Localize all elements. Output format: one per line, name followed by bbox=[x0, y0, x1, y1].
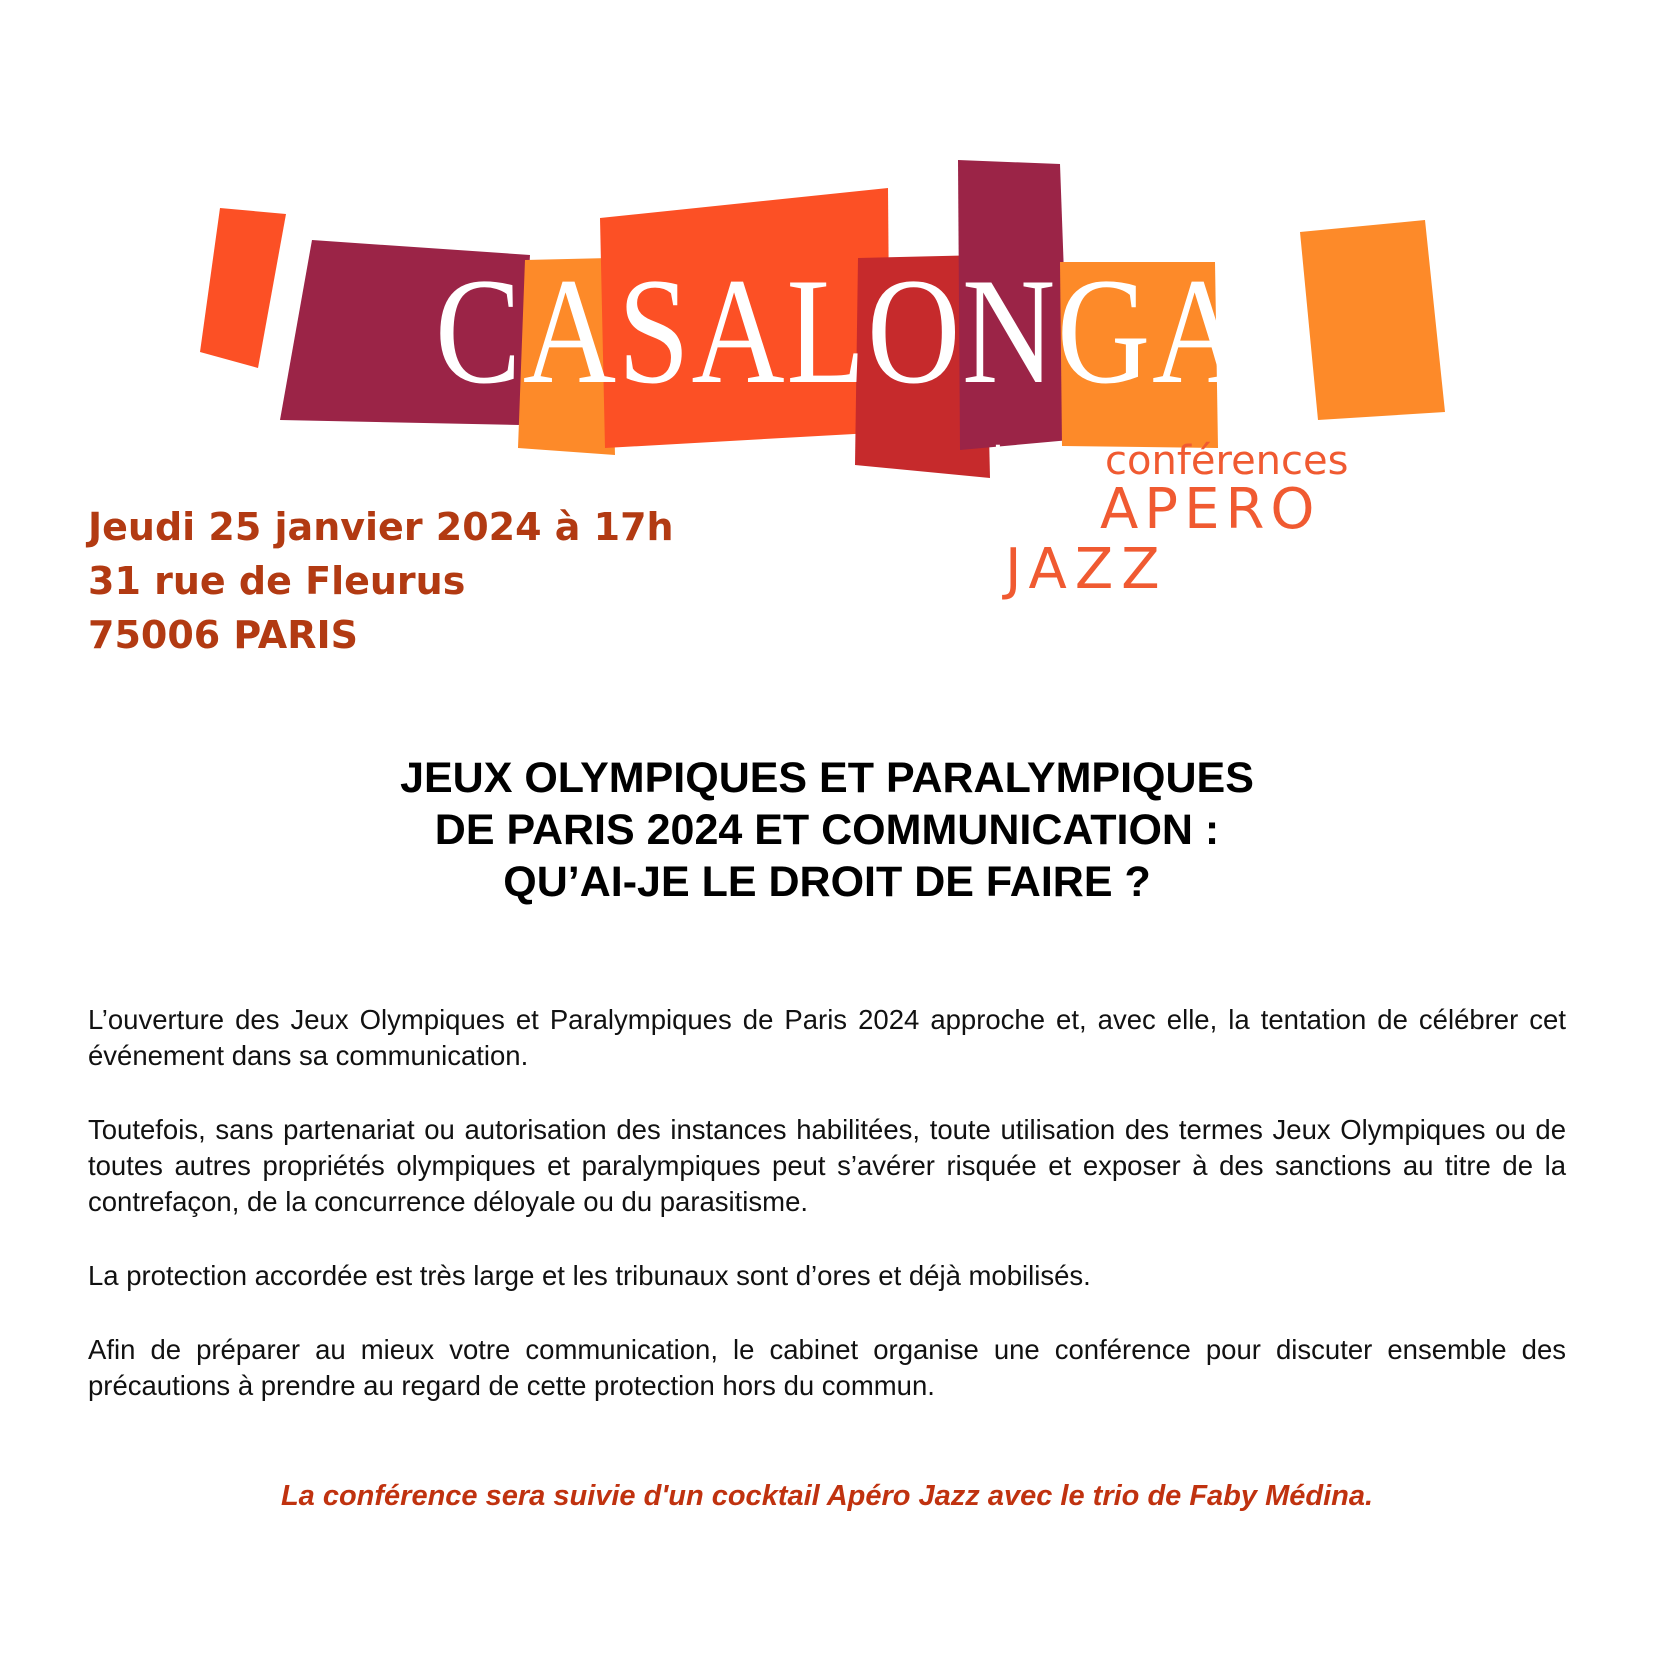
event-street: 31 rue de Fleurus bbox=[88, 559, 466, 603]
title-line: DE PARIS 2024 ET COMMUNICATION : bbox=[434, 806, 1220, 854]
logo-les: Les bbox=[992, 438, 1060, 484]
logo-block-amber-far-right bbox=[1300, 220, 1445, 420]
event-city: 75006 PARIS bbox=[88, 613, 358, 657]
body-text bbox=[88, 1002, 1566, 1442]
conference-title bbox=[88, 752, 1566, 908]
event-date: Jeudi 25 janvier 2024 à 17h bbox=[88, 505, 674, 549]
body-paragraph: L’ouverture des Jeux Olympiques et Paralympiques de Paris 2024 approche et, avec elle, la tentation de célébrer cet événement dans sa communication. bbox=[88, 1004, 1566, 1071]
logo-conferences: conférences bbox=[1105, 438, 1349, 484]
body-paragraph: La protection accordée est très large et les tribunaux sont d’ores et déjà mobilisés. bbox=[88, 1260, 1091, 1291]
title-line: QU’AI-JE LE DROIT DE FAIRE ? bbox=[503, 858, 1151, 906]
logo-wordmark: CASALONGA bbox=[435, 247, 1247, 415]
body-paragraph: Afin de préparer au mieux votre communication, le cabinet organise une conférence pour discuter ensemble des précautions à prendre au regard de cette protection hors du commun. bbox=[88, 1334, 1566, 1401]
logo-jazz: JAZZ bbox=[1005, 537, 1168, 602]
title-line: JEUX OLYMPIQUES ET PARALYMPIQUES bbox=[400, 754, 1254, 802]
logo-block-left-sliver bbox=[200, 208, 286, 368]
event-info bbox=[88, 500, 674, 662]
closing-note: La conférence sera suivie d'un cocktail Apéro Jazz avec le trio de Faby Médina. bbox=[280, 1480, 1374, 1512]
logo-apero: APERO bbox=[1100, 477, 1321, 542]
body-paragraph: Toutefois, sans partenariat ou autorisation des instances habilitées, toute utilisation des termes Jeux Olympiques ou de toutes autres propriétés olympiques et paralympiques peut s’avérer risquée et exposer à des sanctions au titre de la contrefaçon, de la concurrence déloyale ou du parasitisme. bbox=[88, 1114, 1566, 1217]
